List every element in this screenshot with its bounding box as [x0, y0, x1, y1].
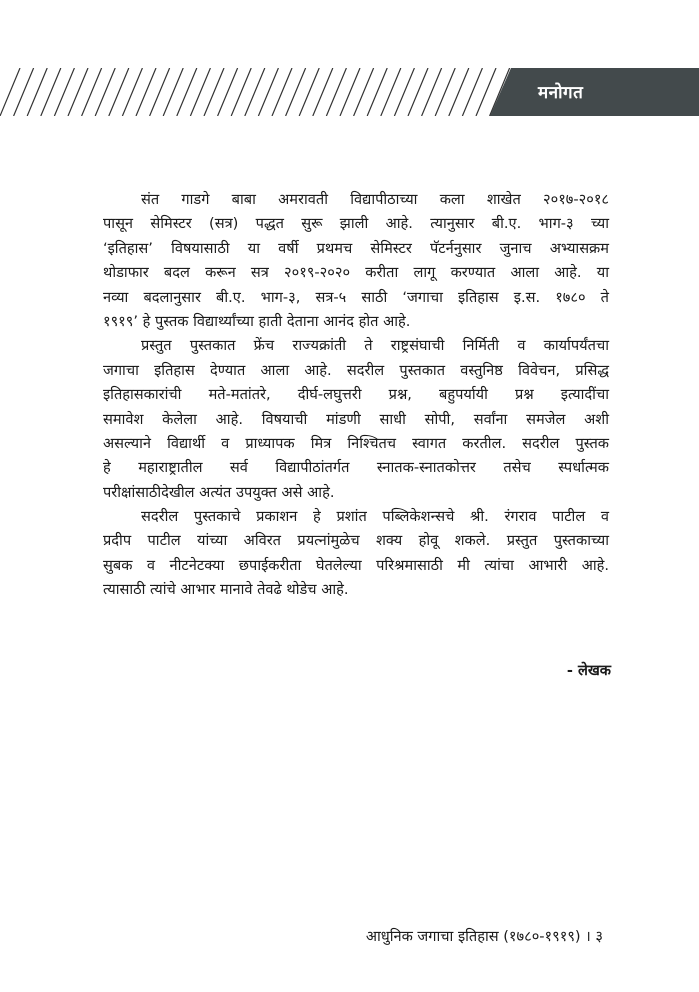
paragraph-line: ‘इतिहास’ विषयासाठी या वर्षी प्रथमच सेमिस्टर पॅटर्ननुसार जुनाच अभ्यासक्रम [103, 239, 609, 257]
paragraph-line: प्रस्तुत पुस्तकात फ्रेंच राज्यक्रांती ते राष्ट्रसंघाची निर्मिती व कार्यापर्यंतचा [141, 337, 609, 355]
paragraph-line: थोडाफार बदल करून सत्र २०१९-२०२० करीता लागू करण्यात आला आहे. या [103, 264, 609, 282]
page-footer: आधुनिक जगाचा इतिहास (१७८०-१९१९) । ३ [365, 928, 603, 945]
paragraph-line: समावेश केलेला आहे. विषयाची मांडणी साधी सोपी, सर्वांना समजेल अशी [103, 410, 609, 428]
paragraph-line: प्रदीप पाटील यांच्या अविरत प्रयत्नांमुळेच शक्य होवू शकले. प्रस्तुत पुस्तकाच्या [103, 532, 609, 550]
author-signature: - लेखक [566, 662, 611, 679]
preface-body [103, 188, 609, 603]
paragraph-line: सुबक व नीटनेटक्या छपाईकरीता घेतलेल्या परिश्रमासाठी मी त्यांचा आभारी आहे. [103, 556, 609, 574]
paragraph-line: नव्या बदलानुसार बी.ए. भाग-३, सत्र-५ साठी ‘जगाचा इतिहास इ.स. १७८० ते [103, 288, 609, 306]
page-title: मनोगत [538, 83, 584, 103]
paragraph-line: परीक्षांसाठीदेखील अत्यंत उपयुक्त असे आहे. [103, 483, 335, 501]
paragraph-line: १९१९’ हे पुस्तक विद्यार्थ्यांच्या हाती देताना आनंद होत आहे. [103, 312, 411, 330]
paragraph-line: संत गाडगे बाबा अमरावती विद्यापीठाच्या कला शाखेत २०१७-२०१८ [141, 191, 609, 208]
paragraph-line: त्यासाठी त्यांचे आभार मानावे तेवढे थोडेच आहे. [103, 581, 349, 599]
paragraph-line: पासून सेमिस्टर (सत्र) पद्धत सुरू झाली आहे. त्यानुसार बी.ए. भाग-३ च्या [103, 215, 609, 233]
paragraph-line: जगाचा इतिहास देण्यात आला आहे. सदरील पुस्तकात वस्तुनिष्ठ विवेचन, प्रसिद्ध [103, 361, 609, 379]
paragraph-line: हे महाराष्ट्रातील सर्व विद्यापीठांतर्गत स्नातक-स्नातकोत्तर तसेच स्पर्धात्मक [103, 459, 609, 477]
paragraph-line: असल्याने विद्यार्थी व प्राध्यापक मित्र निश्चितच स्वागत करतील. सदरील पुस्तक [103, 434, 609, 452]
header-stripe-band [0, 68, 699, 116]
header-title-box [490, 68, 699, 116]
paragraph-line: इतिहासकारांची मते-मतांतरे, दीर्घ-लघुत्तरी प्रश्न, बहुपर्यायी प्रश्न इत्यादींचा [103, 386, 609, 404]
paragraph-line: सदरील पुस्तकाचे प्रकाशन हे प्रशांत पब्लिकेशन्सचे श्री. रंगराव पाटील व [141, 508, 609, 526]
